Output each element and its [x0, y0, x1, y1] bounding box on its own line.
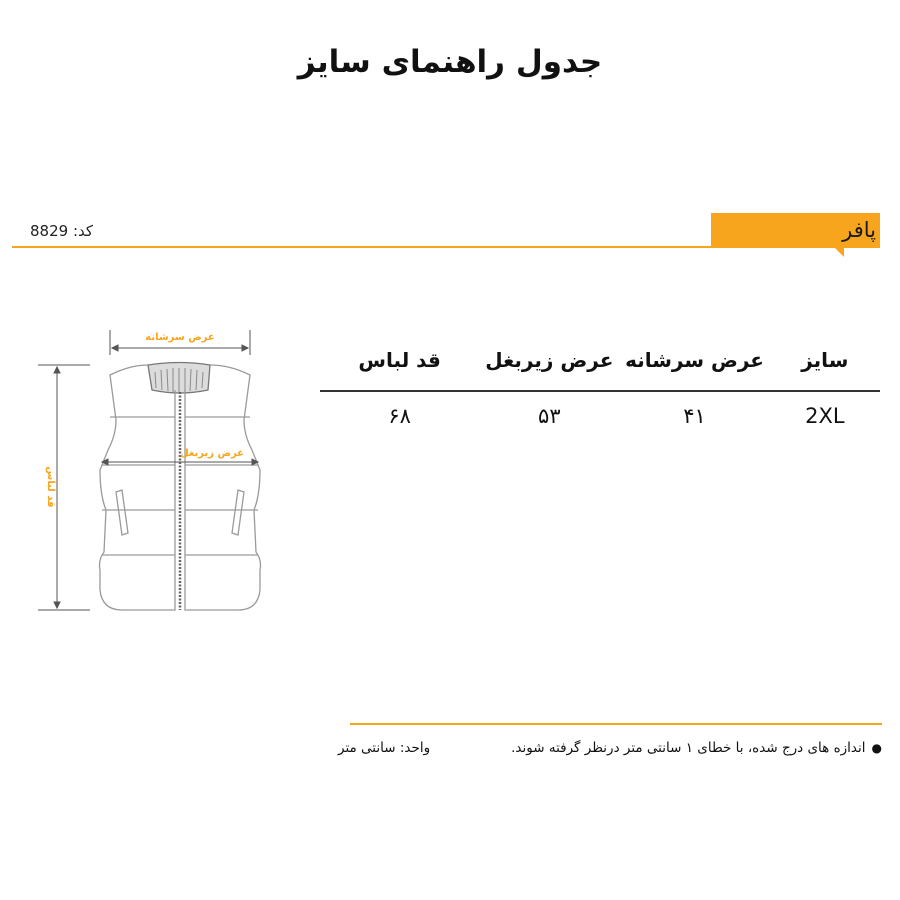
cell-size: 2XL: [805, 404, 845, 428]
unit-note: واحد: سانتی متر: [338, 740, 431, 756]
cell-shoulder: ۴۱: [683, 404, 706, 428]
size-table: [320, 330, 880, 471]
header-size: سایز: [770, 330, 880, 391]
chest-dimension-label: عرض زیربغل: [179, 448, 245, 459]
page-title: جدول راهنمای سایز: [297, 44, 603, 80]
header-length: قد لباس: [320, 330, 479, 391]
product-tab-tail: [834, 247, 844, 257]
bullet-icon: ●: [871, 741, 882, 755]
header-divider: [12, 246, 880, 248]
table-header-row: [320, 330, 880, 391]
footnote-text: اندازه های درج شده، با خطای ۱ سانتی متر درنظر گرفته شوند.: [511, 740, 866, 756]
footer-divider: [350, 723, 882, 725]
vest-diagram: [30, 320, 290, 620]
table-row: [320, 391, 880, 471]
length-dimension-label: قد لباس: [45, 466, 56, 508]
product-code: کد: 8829: [30, 222, 94, 240]
cell-length: ۶۸: [388, 404, 411, 428]
shoulder-dimension-label: عرض سرشانه: [145, 332, 215, 343]
product-name: پافر: [842, 218, 876, 242]
footnote: [511, 740, 882, 756]
cell-chest: ۵۳: [538, 404, 561, 428]
header-chest: عرض زیربغل: [479, 330, 619, 391]
header-shoulder: عرض سرشانه: [619, 330, 769, 391]
